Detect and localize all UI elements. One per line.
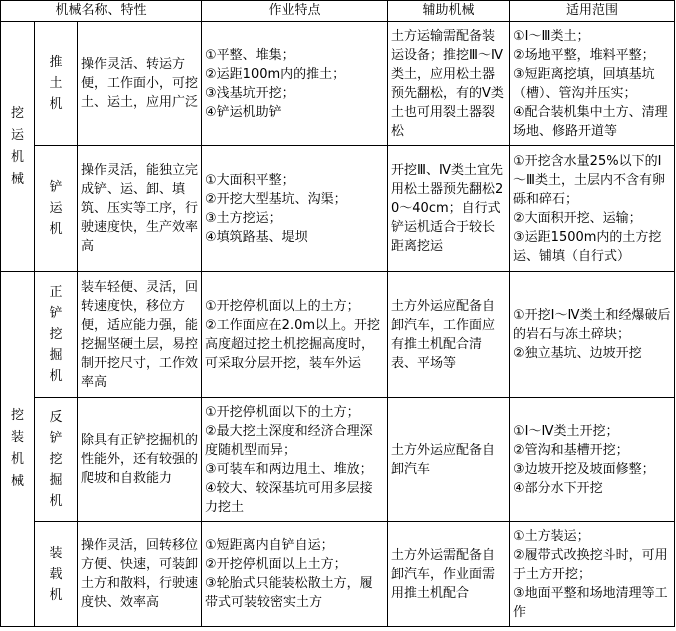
aux-cell: 土方外运应配备自卸汽车，工作面应有推土机配合清表、平场等 xyxy=(388,272,510,398)
scope-cell: ①开挖Ⅰ～Ⅳ类土和经爆破后的岩石与冻土碎块； ②独立基坑、边坡开挖 xyxy=(510,272,675,398)
scope-cell: ①土方装运； ②履带式改换挖斗时，可用于土方开挖； ③地面平整和场地清理等工作 xyxy=(510,522,675,627)
table-row xyxy=(1,398,675,522)
traits-cell: 操作灵活、转运方便，工作面小，可挖土、运土，应用广泛 xyxy=(78,22,202,146)
features-cell: ①平整、堆集； ②运距100m内的推土； ③浅基坑开挖； ④铲运机助铲 xyxy=(202,22,388,146)
header-scope: 适用范围 xyxy=(510,1,675,22)
machine-name: 反铲挖掘机 xyxy=(49,410,63,509)
machine-name: 铲运机 xyxy=(49,180,63,237)
scope-cell: ①开挖含水量25%以下的Ⅰ～Ⅲ类土，土层内不含有卵砾和碎石； ②大面积开挖、运输； ③运距1500m内的土方挖运、铺填（自行式） xyxy=(510,146,675,272)
machine-name: 正铲挖掘机 xyxy=(49,285,63,384)
header-aux: 辅助机械 xyxy=(388,1,510,22)
features-cell: ①大面积平整； ②开挖大型基坑、沟渠； ③土方挖运； ④填筑路基、堤坝 xyxy=(202,146,388,272)
traits-cell: 操作灵活，能独立完成铲、运、卸、填筑、压实等工序，行驶速度快，生产效率高 xyxy=(78,146,202,272)
machine-name-cell xyxy=(35,22,78,146)
machine-name-cell xyxy=(35,398,78,522)
scope-cell: ①Ⅰ～Ⅳ类土开挖； ②管沟和基槽开挖； ③边坡开挖及坡面修整； ④部分水下开挖 xyxy=(510,398,675,522)
aux-cell: 土方运输需配备装运设备；推挖Ⅲ～Ⅳ类土，应用松土器预先翻松，有的Ⅴ类土也可用裂土器裂松 xyxy=(388,22,510,146)
category-cell xyxy=(1,272,35,627)
aux-cell: 开挖Ⅲ、Ⅳ类土宜先用松土器预先翻松20～40cm；自行式铲运机适合于较长距离挖运 xyxy=(388,146,510,272)
category-cell xyxy=(1,22,35,272)
aux-cell: 土方外运应配备自卸汽车 xyxy=(388,398,510,522)
features-cell: ①开挖停机面以下的土方； ②最大挖土深度和经济合理深度随机型而异； ③可装车和两边甩土、堆放； ④较大、较深基坑可用多层接力挖土 xyxy=(202,398,388,522)
traits-cell: 除具有正铲挖掘机的性能外，还有较强的爬坡和自救能力 xyxy=(78,398,202,522)
category-label: 挖运机械 xyxy=(11,105,25,187)
table-row xyxy=(1,272,675,398)
traits-cell: 操作灵活，回转移位方便、快速，可装卸土方和散料，行驶速度快、效率高 xyxy=(78,522,202,627)
machine-name-cell xyxy=(35,146,78,272)
features-cell: ①开挖停机面以上的土方； ②工作面应在2.0m以上。开挖高度超过挖土机挖掘高度时，可采取分层开挖，装车外运 xyxy=(202,272,388,398)
table-row xyxy=(1,22,675,146)
category-label: 挖装机械 xyxy=(11,408,25,489)
header-row xyxy=(1,1,675,22)
table-row xyxy=(1,522,675,627)
header-name: 机械名称、特性 xyxy=(1,1,202,22)
machine-name: 装载机 xyxy=(49,545,63,603)
machine-name: 推土机 xyxy=(49,55,63,112)
header-features: 作业特点 xyxy=(202,1,388,22)
machine-name-cell xyxy=(35,272,78,398)
scope-cell: ①Ⅰ～Ⅲ类土； ②场地平整，堆料平整； ③短距离挖填，回填基坑（槽）、管沟并压实； ④配合装机集中土方、清理场地、修路开道等 xyxy=(510,22,675,146)
traits-cell: 装车轻便、灵活，回转速度快，移位方便，适应能力强，能挖掘坚硬土层，易控制开挖尺寸，工作效率高 xyxy=(78,272,202,398)
features-cell: ①短距离内自铲自运； ②开挖停机面以上土方； ③轮胎式只能装松散土方，履带式可装较密实土方 xyxy=(202,522,388,627)
table-row xyxy=(1,146,675,272)
aux-cell: 土方外运需配备自卸汽车，作业面需用推土机配合 xyxy=(388,522,510,627)
machine-name-cell xyxy=(35,522,78,627)
